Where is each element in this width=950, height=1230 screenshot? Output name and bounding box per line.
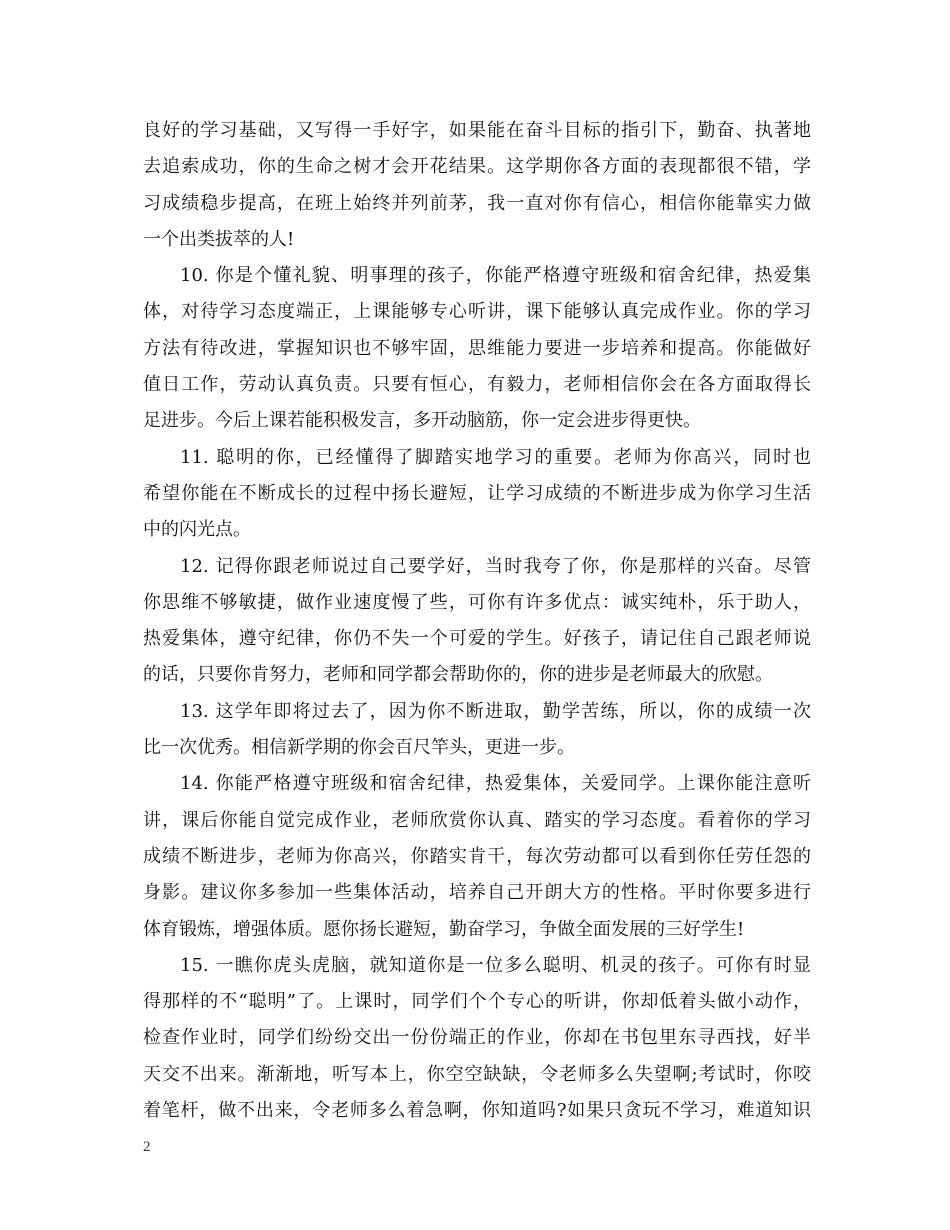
text-line: 足进步。今后上课若能积极发言，多开动脑筋，你一定会进步得更快。 (143, 410, 701, 432)
text-line: 着笔杆，做不出来，令老师多么着急啊，你知道吗?如果只贪玩不学习，难道知识 (143, 1100, 811, 1122)
text-line: 值日工作，劳动认真负责。只要有恒心，有毅力，老师相信你会在各方面取得长 (143, 374, 811, 396)
text-line: 你思维不够敏捷，做作业速度慢了些，可你有许多优点：诚实纯朴，乐于助人， (143, 591, 811, 613)
page-number: 2 (143, 1139, 151, 1155)
paragraph-11-first-line: 11. 聪明的你，已经懂得了脚踏实地学习的重要。老师为你高兴，同时也 (180, 446, 811, 468)
document-body (143, 113, 811, 1129)
text-line: 检查作业时，同学们纷纷交出一份份端正的作业，你却在书包里东寻西找，好半 (143, 1027, 811, 1049)
text-line: 良好的学习基础，又写得一手好字，如果能在奋斗目标的指引下，勤奋、执著地 (143, 120, 811, 141)
text-line: 得那样的不“聪明”了。上课时，同学们个个专心的听讲，你却低着头做小动作， (143, 991, 811, 1013)
paragraph-10-first-line: 10. 你是个懂礼貌、明事理的孩子，你能严格遵守班级和宿舍纪律，热爱集 (180, 265, 811, 287)
text-line: 身影。建议你多参加一些集体活动，培养自己开朗大方的性格。平时你要多进行 (143, 882, 811, 904)
paragraph-13-first-line: 13. 这学年即将过去了，因为你不断进取，勤学苦练，所以，你的成绩一次 (180, 700, 811, 722)
text-line: 的话，只要你肯努力，老师和同学都会帮助你的，你的进步是老师最大的欣慰。 (143, 664, 773, 686)
text-line: 比一次优秀。相信新学期的你会百尺竿头，更进一步。 (143, 737, 575, 759)
text-line: 热爱集体，遵守纪律，你仍不失一个可爱的学生。好孩子，请记住自己跟老师说 (143, 628, 811, 650)
text-line: 习成绩稳步提高，在班上始终并列前茅，我一直对你有信心，相信你能靠实力做 (143, 192, 811, 214)
paragraph-15-first-line: 15. 一瞧你虎头虎脑，就知道你是一位多么聪明、机灵的孩子。可你有时显 (180, 954, 811, 976)
text-line: 体，对待学习态度端正，上课能够专心听讲，课下能够认真完成作业。你的学习 (143, 301, 811, 323)
text-line: 天交不出来。渐渐地，听写本上，你空空缺缺，令老师多么失望啊;考试时，你咬 (143, 1063, 811, 1085)
paragraph-12-first-line: 12. 记得你跟老师说过自己要学好，当时我夸了你，你是那样的兴奋。尽管 (180, 555, 811, 577)
text-line: 一个出类拔萃的人! (143, 228, 295, 250)
text-line: 方法有待改进，掌握知识也不够牢固，思维能力要进一步培养和提高。你能做好 (143, 337, 811, 359)
text-line: 体育锻炼，增强体质。愿你扬长避短，勤奋学习，争做全面发展的三好学生! (143, 918, 745, 940)
text-line: 希望你能在不断成长的过程中扬长避短，让学习成绩的不断进步成为你学习生活 (143, 482, 811, 504)
text-line: 讲，课后你能自觉完成作业，老师欣赏你认真、踏实的学习态度。看着你的学习 (143, 809, 811, 831)
paragraph-14-first-line: 14. 你能严格遵守班级和宿舍纪律，热爱集体，关爱同学。上课你能注意听 (180, 773, 811, 795)
text-line: 成绩不断进步，老师为你高兴，你踏实肯干，每次劳动都可以看到你任劳任怨的 (143, 845, 811, 867)
text-line: 去追索成功，你的生命之树才会开花结果。这学期你各方面的表现都很不错，学 (143, 156, 811, 178)
text-line: 中的闪光点。 (143, 519, 251, 541)
